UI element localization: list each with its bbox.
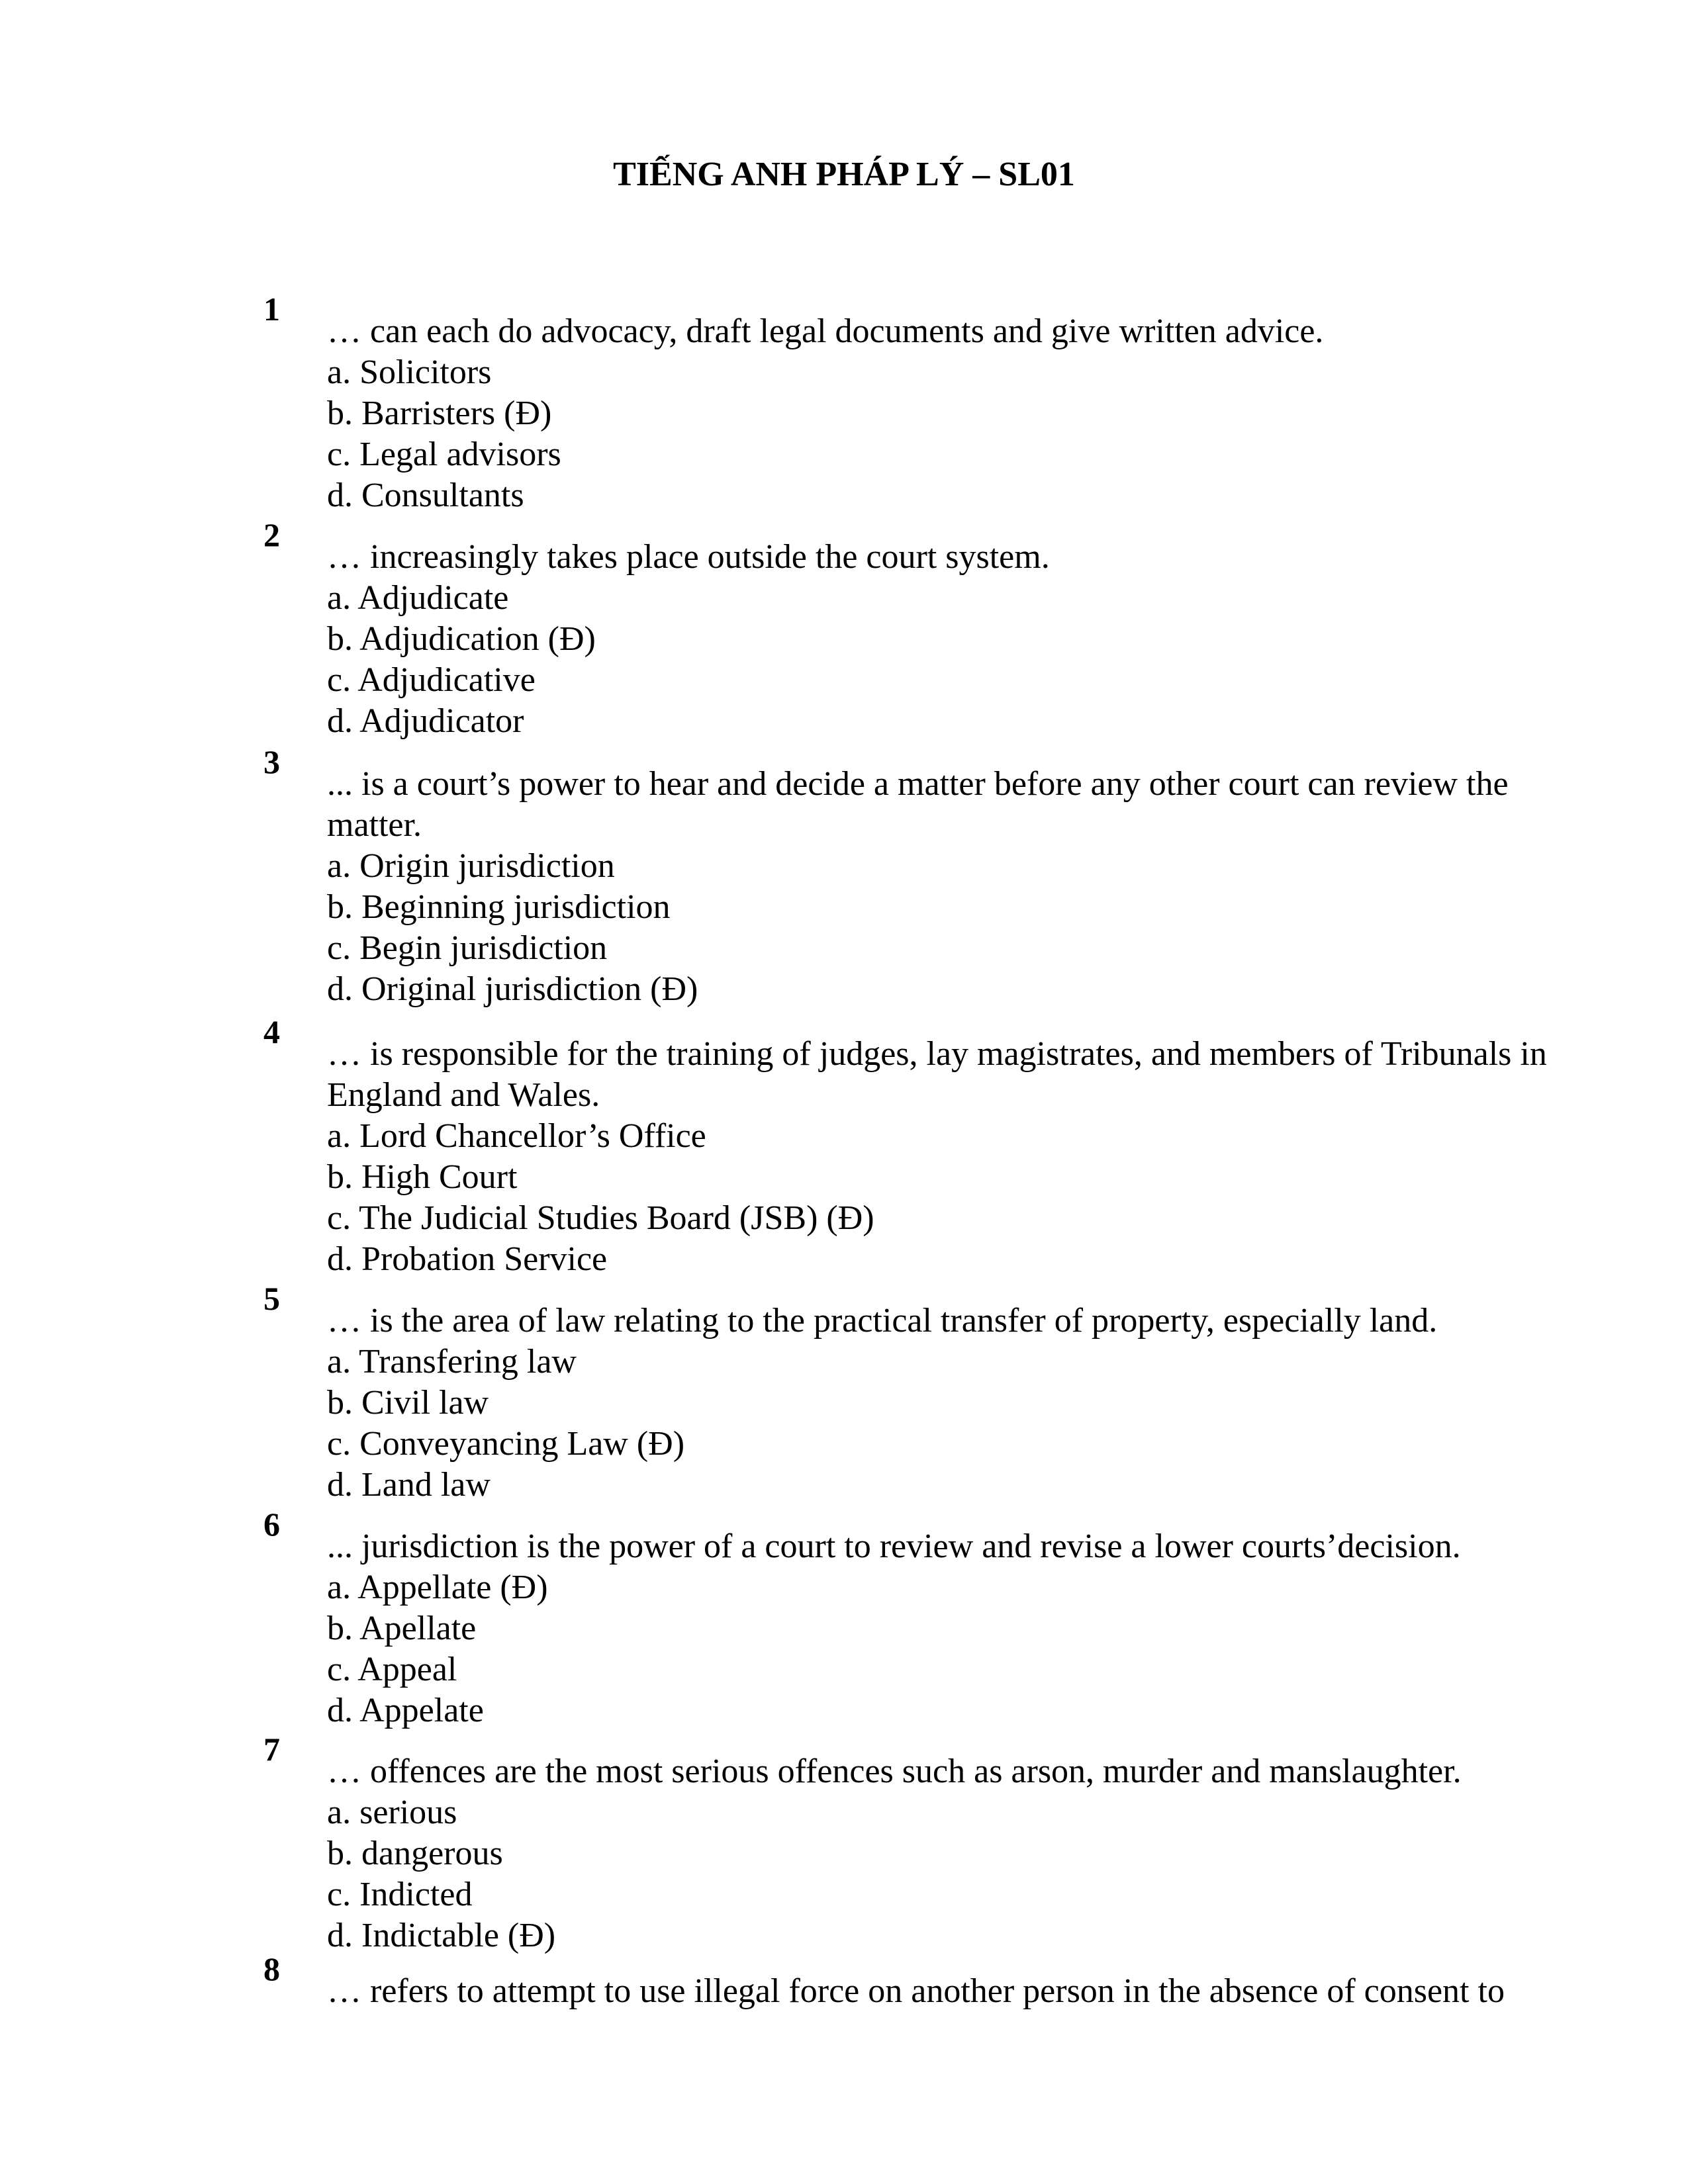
answer-option-b: b. Barristers (Đ) <box>327 394 552 432</box>
question-number: 7 <box>263 1731 280 1768</box>
answer-option-c: c. Indicted <box>327 1876 473 1913</box>
answer-option-a: a. Solicitors <box>327 353 492 391</box>
answer-option-c: c. The Judicial Studies Board (JSB) (Đ) <box>327 1199 874 1237</box>
question-text: … can each do advocacy, draft legal documents and give written advice. <box>327 312 1324 350</box>
question-body <box>327 1300 1605 1506</box>
answer-option-d: d. Land law <box>327 1466 491 1504</box>
answer-option-a: a. Adjudicate <box>327 579 509 617</box>
question-body <box>327 1971 1605 2012</box>
answer-option-d: d. Probation Service <box>327 1240 608 1278</box>
question-body <box>327 1526 1605 1731</box>
answer-option-d: d. Consultants <box>327 477 524 514</box>
question-number: 4 <box>263 1013 280 1050</box>
question-number: 2 <box>263 516 280 553</box>
answer-option-c: c. Legal advisors <box>327 435 561 473</box>
question-text: ... is a court’s power to hear and decide a matter before any other court can review the matter. <box>327 765 1509 844</box>
answer-option-a: a. serious <box>327 1794 457 1831</box>
answer-option-d: d. Adjudicator <box>327 702 524 740</box>
question-text: ... jurisdiction is the power of a court to review and revise a lower courts’decision. <box>327 1527 1461 1565</box>
answer-option-d: d. Indictable (Đ) <box>327 1917 556 1954</box>
answer-option-c: c. Adjudicative <box>327 661 536 699</box>
question-body <box>327 764 1605 1010</box>
question-text: … offences are the most serious offences such as arson, murder and manslaughter. <box>327 1752 1462 1790</box>
question-number: 5 <box>263 1280 280 1317</box>
answer-option-b: b. Civil law <box>327 1384 489 1422</box>
answer-option-a: a. Origin jurisdiction <box>327 847 615 885</box>
question-body <box>327 1034 1605 1280</box>
question-text: … is the area of law relating to the practical transfer of property, especially land. <box>327 1302 1438 1340</box>
question-body <box>327 537 1605 742</box>
question-text: … refers to attempt to use illegal force on another person in the absence of consent to <box>327 1972 1505 2010</box>
answer-option-b: b. Beginning jurisdiction <box>327 888 671 926</box>
question-number: 6 <box>263 1506 280 1543</box>
answer-option-a: a. Appellate (Đ) <box>327 1569 548 1606</box>
answer-option-a: a. Lord Chancellor’s Office <box>327 1117 706 1155</box>
question-number: 3 <box>263 743 280 780</box>
answer-option-b: b. dangerous <box>327 1835 503 1872</box>
question-body <box>327 311 1605 516</box>
answer-option-b: b. High Court <box>327 1158 518 1196</box>
question-number: 1 <box>263 291 280 328</box>
answer-option-c: c. Appeal <box>327 1651 457 1688</box>
question-body <box>327 1751 1605 1956</box>
answer-option-a: a. Transfering law <box>327 1343 577 1381</box>
answer-option-b: b. Adjudication (Đ) <box>327 620 596 658</box>
answer-option-c: c. Begin jurisdiction <box>327 929 608 967</box>
question-number: 8 <box>263 1950 280 1987</box>
answer-option-c: c. Conveyancing Law (Đ) <box>327 1425 685 1463</box>
answer-option-d: d. Original jurisdiction (Đ) <box>327 970 698 1008</box>
question-text: … increasingly takes place outside the court system. <box>327 538 1050 576</box>
answer-option-d: d. Appelate <box>327 1692 484 1729</box>
answer-option-b: b. Apellate <box>327 1610 477 1647</box>
page-title: TIẾNG ANH PHÁP LÝ – SL01 <box>613 156 1075 193</box>
question-text: … is responsible for the training of judges, lay magistrates, and members of Tribunals in England and Wales. <box>327 1035 1547 1114</box>
